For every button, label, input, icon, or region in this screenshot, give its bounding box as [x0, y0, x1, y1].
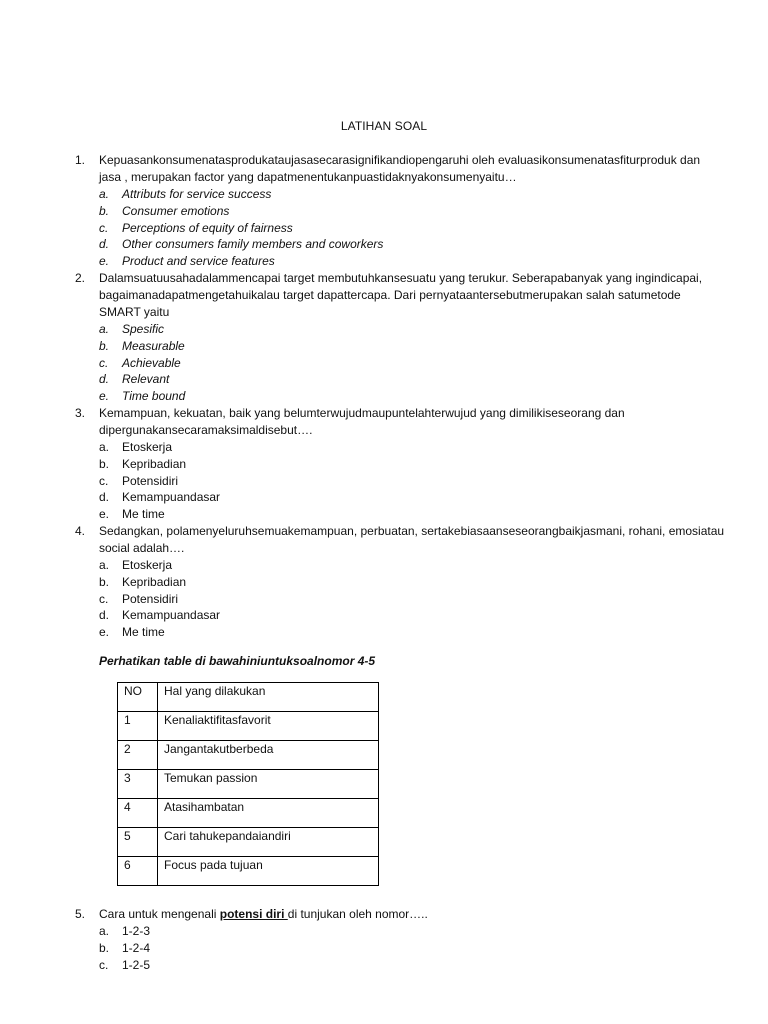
option-text: Consumer emotions [122, 203, 230, 218]
question-number: 2. [75, 271, 86, 285]
table-row [118, 741, 379, 770]
table-header-cell: NO [118, 683, 158, 712]
option-text: Product and service features [122, 254, 275, 269]
option-letter: a. [99, 558, 110, 572]
option-letter: a. [99, 322, 110, 336]
option-text: Kemampuandasar [122, 490, 221, 505]
option-list [75, 557, 725, 641]
option-d [75, 489, 725, 506]
option-e [75, 506, 725, 523]
question-stem: Dalamsuatuusahadalammencapai target membutuhkansesuatu yang terukur. Seberapabanyak yang ingindicapai, bagaimanadapatmengetahuikalau target dapattercapa. Dari pernyataantersebutmerupakan salah satumetode SMART yaitu [99, 271, 703, 319]
table-cell: Kenaliaktifitasfavorit [158, 712, 379, 741]
question-4 [75, 523, 725, 641]
question-2 [75, 270, 725, 405]
option-c [75, 591, 725, 608]
table-cell: Focus pada tujuan [158, 857, 379, 886]
question-1 [75, 152, 725, 270]
option-e [75, 253, 725, 270]
option-list [75, 923, 725, 973]
option-text: Kepribadian [122, 456, 187, 471]
table-header-row [118, 683, 379, 712]
option-text: Other consumers family members and coworkers [122, 237, 384, 252]
question-stem: Kemampuan, kekuatan, baik yang belumterwujudmaupuntelahterwujud yang dimilikiseseorang dan dipergunakansecaramaksimaldisebut…. [99, 406, 625, 437]
option-b [75, 574, 725, 591]
option-d [75, 607, 725, 624]
option-letter: b. [99, 940, 110, 955]
option-text: 1-2-4 [122, 940, 151, 955]
table-cell: 1 [118, 712, 158, 741]
option-letter: d. [99, 372, 110, 387]
option-e [75, 624, 725, 641]
option-text: 1-2-3 [122, 924, 151, 938]
option-letter: c. [99, 220, 109, 235]
question-number: 3. [75, 406, 86, 420]
option-text: Etoskerja [122, 558, 173, 572]
option-letter: c. [99, 957, 109, 972]
option-text: Potensidiri [122, 591, 179, 606]
option-text: Measurable [122, 338, 185, 353]
steps-table [117, 682, 379, 886]
option-text: Achievable [122, 355, 181, 370]
option-a [75, 321, 725, 338]
question-number: 5. [75, 907, 86, 921]
table-row [118, 799, 379, 828]
table-cell: Atasihambatan [158, 799, 379, 828]
table-header-cell: Hal yang dilakukan [158, 683, 379, 712]
option-letter: b. [99, 203, 110, 218]
table-cell: 6 [118, 857, 158, 886]
option-letter: e. [99, 254, 110, 269]
page-title: LATIHAN SOAL [340, 119, 428, 133]
question-stem [99, 906, 725, 923]
table-row [118, 828, 379, 857]
option-list [75, 439, 725, 523]
option-letter: b. [99, 456, 110, 471]
table-cell: Cari tahukepandaiandiri [158, 828, 379, 857]
option-letter: b. [99, 338, 110, 353]
table-row [118, 770, 379, 799]
question-3 [75, 405, 725, 523]
option-a [75, 439, 725, 456]
option-letter: a. [99, 187, 110, 201]
question-stem: Sedangkan, polamenyeluruhsemuakemampuan, perbuatan, sertakebiasaanseseorangbaikjasmani, rohani, emosiatau social adalah…. [99, 524, 725, 555]
stem-text: di tunjukan oleh nomor….. [287, 907, 428, 921]
question-5 [75, 906, 725, 973]
option-text: Kepribadian [122, 574, 187, 589]
option-text: Kemampuandasar [122, 608, 221, 623]
option-text: Spesific [122, 322, 165, 336]
option-text: Time bound [122, 389, 186, 404]
option-text: Relevant [122, 372, 170, 387]
option-text: Perceptions of equity of fairness [122, 220, 293, 235]
table-row [118, 712, 379, 741]
option-letter: a. [99, 924, 110, 938]
option-c [75, 220, 725, 237]
option-text: Etoskerja [122, 440, 173, 454]
option-letter: d. [99, 490, 110, 505]
table-cell: Temukan passion [158, 770, 379, 799]
option-text: Attributs for service success [122, 187, 272, 201]
question-number: 1. [75, 153, 86, 167]
option-text: Me time [122, 625, 165, 640]
option-letter: d. [99, 608, 110, 623]
option-c [75, 957, 725, 974]
option-a [75, 186, 725, 203]
option-e [75, 388, 725, 405]
option-letter: d. [99, 237, 110, 252]
option-text: Me time [122, 507, 165, 522]
option-letter: c. [99, 473, 109, 488]
table-instruction: Perhatikan table di bawahiniuntuksoalnomor 4-5 [99, 654, 376, 668]
option-c [75, 473, 725, 490]
option-list [75, 321, 725, 405]
option-c [75, 355, 725, 372]
table-cell: 4 [118, 799, 158, 828]
table-cell: 2 [118, 741, 158, 770]
option-list [75, 186, 725, 270]
option-b [75, 940, 725, 957]
option-letter: e. [99, 389, 110, 404]
option-text: Potensidiri [122, 473, 179, 488]
option-a [75, 557, 725, 574]
option-b [75, 203, 725, 220]
option-letter: e. [99, 625, 110, 640]
option-a [75, 923, 725, 940]
option-letter: a. [99, 440, 110, 454]
emphasized-term: potensi diri [219, 907, 288, 921]
option-letter: b. [99, 574, 110, 589]
option-letter: c. [99, 591, 109, 606]
option-letter: c. [99, 355, 109, 370]
table-cell: 3 [118, 770, 158, 799]
question-number: 4. [75, 524, 86, 538]
option-b [75, 456, 725, 473]
option-b [75, 338, 725, 355]
table-row [118, 857, 379, 886]
stem-text: Cara untuk mengenali [99, 907, 220, 921]
table-cell: Jangantakutberbeda [158, 741, 379, 770]
option-d [75, 236, 725, 253]
question-stem: Kepuasankonsumenatasprodukataujasasecarasignifikandiopengaruhi oleh evaluasikonsumenatasfiturproduk dan jasa , merupakan factor yang dapatmenentukanpuastidaknyakonsumenyaitu… [99, 153, 701, 184]
option-d [75, 371, 725, 388]
option-text: 1-2-5 [122, 957, 151, 972]
table-cell: 5 [118, 828, 158, 857]
option-letter: e. [99, 507, 110, 522]
